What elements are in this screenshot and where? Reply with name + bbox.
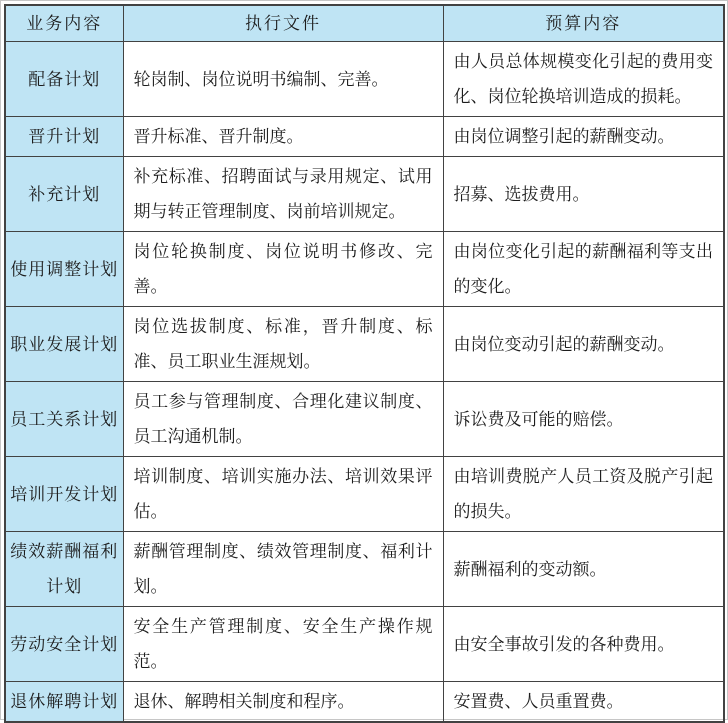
budget-content-cell: 薪酬福利的变动额。	[443, 532, 724, 607]
plan-name-cell: 晋升计划	[5, 117, 123, 157]
budget-content-cell: 由岗位变化引起的薪酬福利等支出的变化。	[443, 232, 724, 307]
hr-plan-budget-table	[4, 4, 725, 723]
table-body	[5, 42, 724, 723]
execution-documents-cell: 晋升标准、晋升制度。	[123, 117, 443, 157]
budget-content-cell: 由培训费脱产人员工资及脱产引起的损失。	[443, 457, 724, 532]
execution-documents-cell: 培训制度、培训实施办法、培训效果评估。	[123, 457, 443, 532]
table-row	[5, 42, 724, 117]
column-header-execution-documents: 执行文件	[123, 5, 443, 42]
execution-documents-cell: 岗位轮换制度、岗位说明书修改、完善。	[123, 232, 443, 307]
budget-content-cell: 由人员总体规模变化引起的费用变化、岗位轮换培训造成的损耗。	[443, 42, 724, 117]
plan-name-cell: 培训开发计划	[5, 457, 123, 532]
budget-content-cell: 招募、选拔费用。	[443, 157, 724, 232]
table-row	[5, 157, 724, 232]
execution-documents-cell: 岗位选拔制度、标准，晋升制度、标准、员工职业生涯规划。	[123, 307, 443, 382]
table-row	[5, 607, 724, 682]
table-row	[5, 457, 724, 532]
table-row	[5, 382, 724, 457]
budget-content-cell: 由安全事故引发的各种费用。	[443, 607, 724, 682]
budget-content-cell: 诉讼费及可能的赔偿。	[443, 382, 724, 457]
table-header-row	[5, 5, 724, 42]
budget-content-cell: 由岗位变动引起的薪酬变动。	[443, 307, 724, 382]
budget-content-cell: 安置费、人员重置费。	[443, 682, 724, 723]
execution-documents-cell: 员工参与管理制度、合理化建议制度、员工沟通机制。	[123, 382, 443, 457]
plan-name-cell: 使用调整计划	[5, 232, 123, 307]
plan-name-cell: 配备计划	[5, 42, 123, 117]
table-row	[5, 532, 724, 607]
execution-documents-cell: 安全生产管理制度、安全生产操作规范。	[123, 607, 443, 682]
budget-content-cell: 由岗位调整引起的薪酬变动。	[443, 117, 724, 157]
column-header-budget-content: 预算内容	[443, 5, 724, 42]
table-row	[5, 117, 724, 157]
plan-name-cell: 补充计划	[5, 157, 123, 232]
execution-documents-cell: 退休、解聘相关制度和程序。	[123, 682, 443, 723]
plan-name-cell: 退休解聘计划	[5, 682, 123, 723]
plan-name-cell: 劳动安全计划	[5, 607, 123, 682]
plan-name-cell: 职业发展计划	[5, 307, 123, 382]
table-row	[5, 232, 724, 307]
plan-name-cell: 员工关系计划	[5, 382, 123, 457]
execution-documents-cell: 薪酬管理制度、绩效管理制度、福利计划。	[123, 532, 443, 607]
execution-documents-cell: 轮岗制、岗位说明书编制、完善。	[123, 42, 443, 117]
column-header-business-content: 业务内容	[5, 5, 123, 42]
execution-documents-cell: 补充标准、招聘面试与录用规定、试用期与转正管理制度、岗前培训规定。	[123, 157, 443, 232]
plan-name-cell: 绩效薪酬福利计划	[5, 532, 123, 607]
table-row	[5, 682, 724, 723]
table-row	[5, 307, 724, 382]
